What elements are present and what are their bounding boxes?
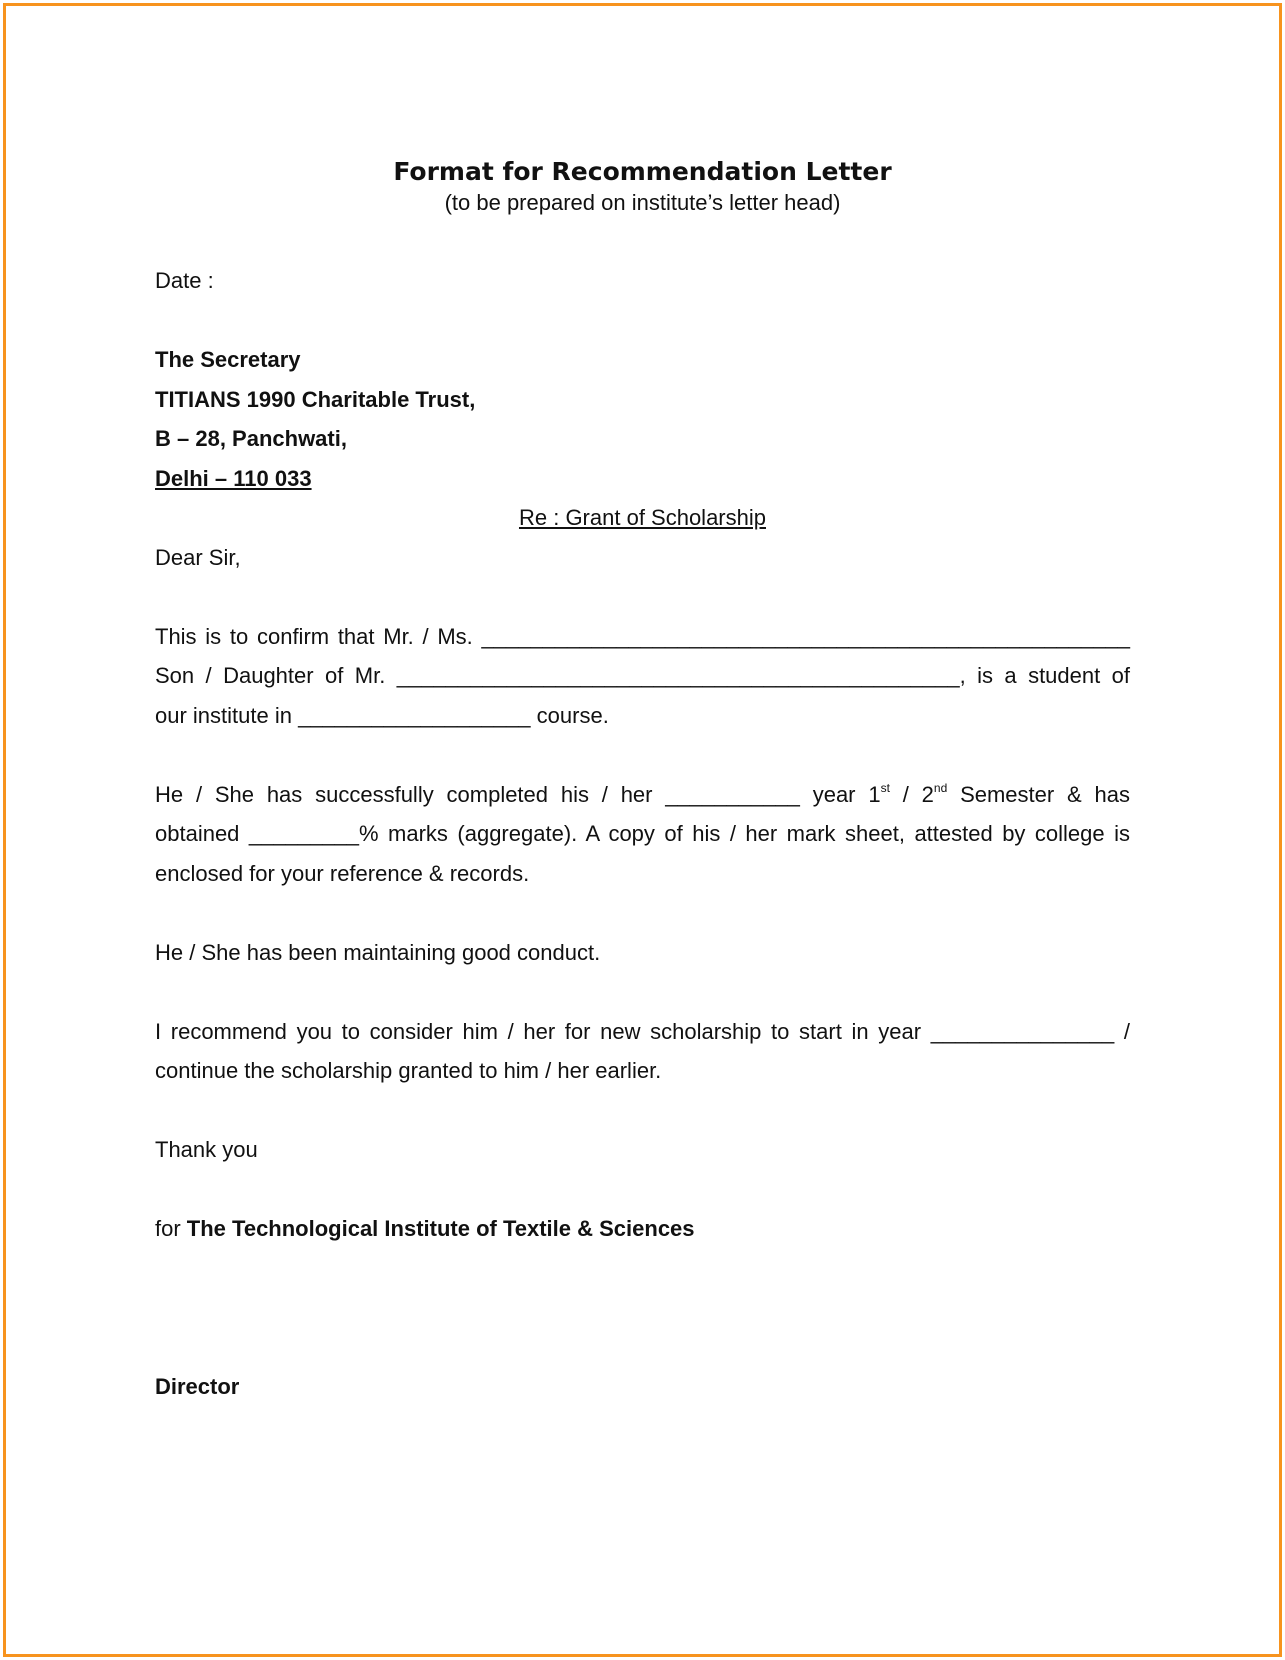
institute-name: The Technological Institute of Textile & Sciences — [186, 1216, 695, 1241]
signoff-prefix: for — [155, 1216, 187, 1241]
date-label: Date : — [155, 268, 214, 293]
addressee-line-1: The Secretary — [155, 347, 301, 372]
signoff — [155, 1209, 1130, 1249]
para1-line-2: Son / Daughter of Mr. ______________________________________________, is a student of — [155, 663, 1130, 688]
superscript-nd: nd — [933, 780, 948, 795]
addressee-line-4: Delhi – 110 033 — [155, 465, 312, 491]
document-title: Format for Recommendation Letter — [393, 157, 892, 186]
para2-line-1-part-b: / 2 — [889, 781, 934, 807]
closing: Thank you — [155, 1137, 258, 1162]
para1-line-1: This is to confirm that Mr. / Ms. _____________________________________________________ — [155, 623, 1130, 649]
superscript-st: st — [880, 780, 890, 795]
para2-line-2: obtained _________% marks (aggregate). A copy of his / her mark sheet, attested by college is — [155, 821, 1130, 846]
para4-line-2: continue the scholarship granted to him / her earlier. — [155, 1058, 662, 1083]
para2-line-1-part-c: Semester & has — [947, 781, 1130, 807]
para2-line-1-part-a: He / She has successfully completed his / her ___________ year 1 — [155, 781, 881, 807]
para2-line-1 — [155, 775, 1130, 815]
para3: He / She has been maintaining good conduct. — [155, 939, 601, 965]
addressee-line-3: B – 28, Panchwati, — [155, 426, 347, 451]
para2-line-3: enclosed for your reference & records. — [155, 860, 530, 886]
para1-line-3: our institute in ___________________ course. — [155, 702, 609, 728]
subject-line: Re : Grant of Scholarship — [518, 505, 766, 530]
para4-line-1: I recommend you to consider him / her for new scholarship to start in year _______________ / — [155, 1018, 1130, 1044]
addressee-line-2: TITIANS 1990 Charitable Trust, — [155, 386, 476, 412]
signatory: Director — [155, 1373, 240, 1399]
document-subtitle: (to be prepared on institute’s letter head) — [444, 190, 841, 215]
letter-document — [155, 155, 1130, 1406]
salutation: Dear Sir, — [155, 544, 241, 570]
